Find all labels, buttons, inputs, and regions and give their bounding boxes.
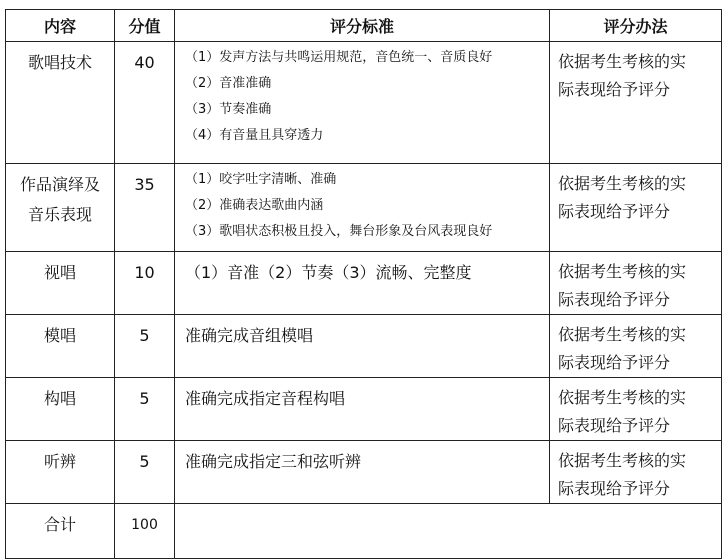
method-cell [550, 315, 722, 378]
method-line: 际表现给予评分 [558, 416, 671, 435]
table-row [6, 315, 722, 378]
score-cell: 100 [115, 504, 175, 559]
method-line: 依据考生考核的实 [558, 174, 687, 193]
method-line: 际表现给予评分 [558, 290, 671, 309]
method-cell [550, 42, 722, 164]
criteria-line: 准确完成指定三和弦听辨 [185, 452, 362, 471]
criteria-cell [175, 164, 550, 252]
method-line: 际表现给予评分 [558, 479, 671, 498]
empty-cell [175, 504, 722, 559]
criteria-line: 准确完成音组模唱 [185, 326, 314, 345]
criteria-cell [175, 441, 550, 504]
content-text: 模唱 [43, 326, 76, 345]
criteria-line: （2）音准准确 [185, 76, 272, 91]
criteria-cell [175, 42, 550, 164]
method-line: 依据考生考核的实 [558, 388, 687, 407]
score-cell: 5 [115, 315, 175, 378]
criteria-cell [175, 315, 550, 378]
criteria-line: （1）咬字吐字清晰、准确 [185, 172, 337, 187]
content-text: 作品演绎及 [19, 175, 100, 194]
criteria-line: （3）节奏准确 [185, 102, 272, 117]
method-cell [550, 164, 722, 252]
content-cell [6, 252, 115, 315]
criteria-cell [175, 378, 550, 441]
header-score: 分值 [115, 10, 175, 42]
score-cell: 10 [115, 252, 175, 315]
content-cell [6, 504, 115, 559]
content-text: 歌唱技术 [27, 53, 92, 72]
table-row [6, 378, 722, 441]
scoring-table [5, 9, 722, 559]
total-row [6, 504, 722, 559]
content-text: 听辨 [43, 452, 76, 471]
score-cell: 40 [115, 42, 175, 164]
content-text: 视唱 [43, 263, 76, 282]
criteria-line: 准确完成指定音程构唱 [185, 389, 346, 408]
score-cell: 5 [115, 441, 175, 504]
header-criteria: 评分标准 [175, 10, 550, 42]
content-text: 合计 [43, 515, 76, 534]
content-cell [6, 42, 115, 164]
method-line: 依据考生考核的实 [558, 325, 687, 344]
header-content: 内容 [6, 10, 115, 42]
content-text: 构唱 [43, 389, 76, 408]
criteria-line: （1）发声方法与共鸣运用规范，音色统一、音质良好 [185, 50, 493, 65]
table-row [6, 164, 722, 252]
table-row [6, 42, 722, 164]
criteria-cell [175, 252, 550, 315]
criteria-line: （4）有音量且具穿透力 [185, 128, 324, 143]
content-cell [6, 315, 115, 378]
method-line: 依据考生考核的实 [558, 451, 687, 470]
method-cell [550, 441, 722, 504]
method-line: 际表现给予评分 [558, 353, 671, 372]
criteria-line: （2）准确表达歌曲内涵 [185, 198, 324, 213]
table-row [6, 441, 722, 504]
method-line: 依据考生考核的实 [558, 262, 687, 281]
criteria-line: （3）歌唱状态积极且投入，舞台形象及台风表现良好 [185, 224, 493, 239]
content-text: 音乐表现 [27, 205, 92, 224]
method-line: 际表现给予评分 [558, 80, 671, 99]
method-cell [550, 252, 722, 315]
criteria-line: （1）音准（2）节奏（3）流畅、完整度 [185, 263, 472, 282]
method-line: 际表现给予评分 [558, 202, 671, 221]
method-line: 依据考生考核的实 [558, 52, 687, 71]
content-cell [6, 164, 115, 252]
header-row [6, 10, 722, 42]
content-cell [6, 441, 115, 504]
score-cell: 35 [115, 164, 175, 252]
content-cell [6, 378, 115, 441]
score-cell: 5 [115, 378, 175, 441]
method-cell [550, 378, 722, 441]
table-row [6, 252, 722, 315]
header-method: 评分办法 [550, 10, 722, 42]
